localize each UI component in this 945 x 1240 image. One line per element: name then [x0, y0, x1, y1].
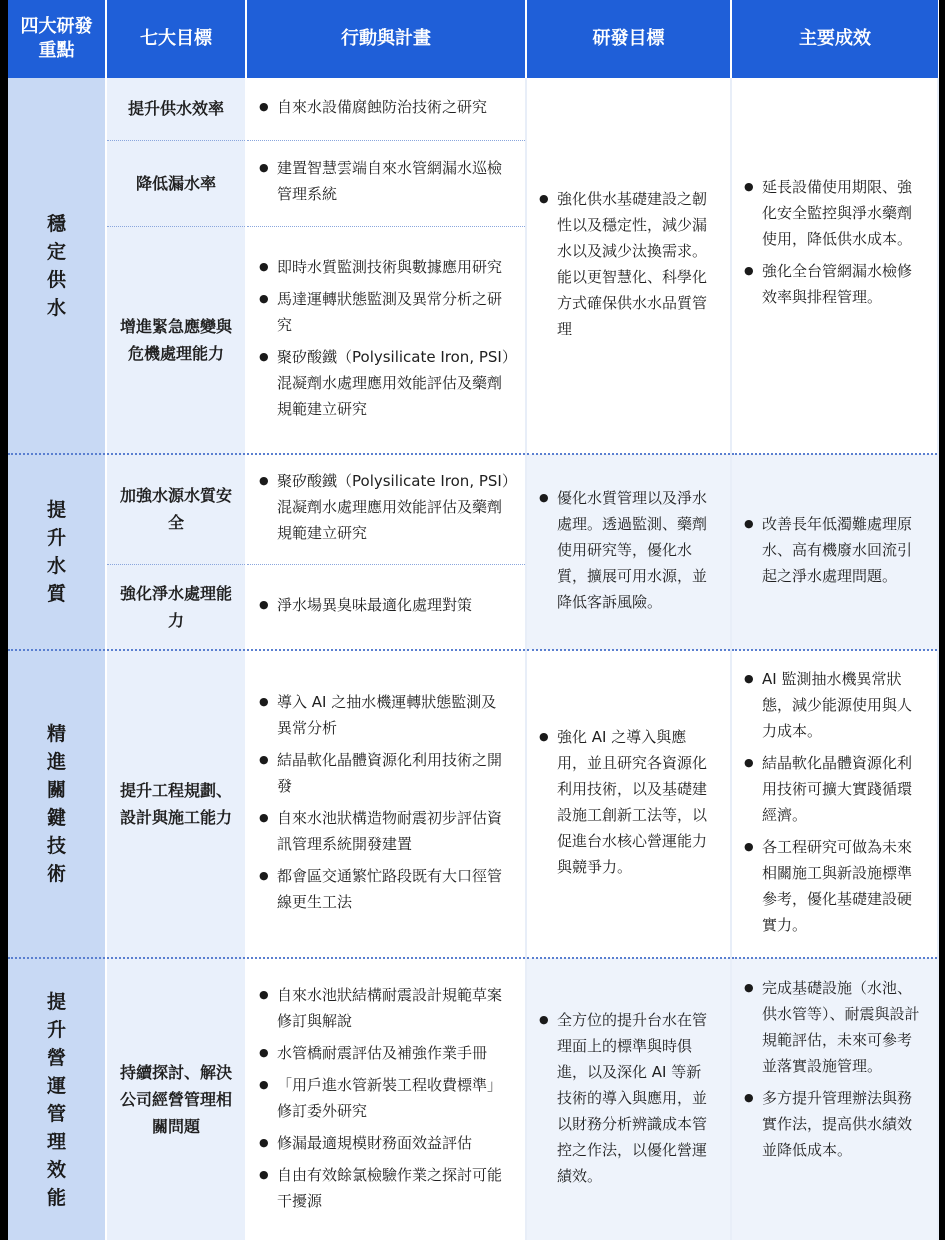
list-item: ● 自來水池狀結構耐震設計規範草案修訂與解說: [259, 982, 511, 1034]
list-item: ● 自由有效餘氯檢驗作業之探討可能干擾源: [259, 1162, 511, 1214]
rd-goal-cell: [526, 78, 731, 454]
table-row: [8, 454, 938, 564]
plan-cell: [246, 226, 526, 454]
table-row: [8, 78, 938, 140]
list-item: ● 導入 AI 之抽水機運轉狀態監測及異常分析: [259, 689, 511, 741]
plan-cell: [246, 958, 526, 1240]
pillar-cell: [8, 958, 106, 1240]
list-item: ● 都會區交通繁忙路段既有大口徑管線更生工法: [259, 863, 511, 915]
list-item: ● 結晶軟化晶體資源化利用技術可擴大實踐循環經濟。: [744, 750, 923, 828]
list-item: ● 建置智慧雲端自來水管網漏水巡檢管理系統: [259, 155, 511, 207]
rd-goal-cell: [526, 454, 731, 650]
list-item: ● 完成基礎設施（水池、供水管等）、耐震與設計規範評估，未來可參考並落實設施管理。: [744, 975, 923, 1079]
goal-cell: 持續探討、解決公司經營管理相關問題: [106, 958, 246, 1240]
plan-cell: [246, 564, 526, 650]
header-rd-goal: 研發目標: [526, 0, 731, 78]
plan-cell: [246, 454, 526, 564]
goal-cell: 增進緊急應變與危機處理能力: [106, 226, 246, 454]
pillar-name: 穩定供水: [46, 212, 66, 319]
list-item: ● 自來水池狀構造物耐震初步評估資訊管理系統開發建置: [259, 805, 511, 857]
pillar-cell: [8, 650, 106, 958]
goal-cell: 加強水源水質安全: [106, 454, 246, 564]
pillar-cell: [8, 78, 106, 454]
table-row: [8, 650, 938, 958]
header-plan: 行動與計畫: [246, 0, 526, 78]
result-cell: [731, 78, 938, 454]
plan-cell: [246, 650, 526, 958]
pillar-name: 提升水質: [46, 499, 66, 605]
list-item: ● 強化全台管網漏水檢修效率與排程管理。: [744, 258, 923, 310]
list-item: ● 延長設備使用期限、強化安全監控與淨水藥劑使用，降低供水成本。: [744, 174, 923, 252]
list-item: ● 即時水質監測技術與數據應用研究: [259, 254, 511, 280]
list-item: ● 淨水場異臭味最適化處理對策: [259, 592, 511, 618]
list-item: ● 強化供水基礎建設之韌性以及穩定性，減少漏水以及減少汰換需求。能以更智慧化、科學化方式確保供水水品質管理: [539, 186, 716, 342]
header-goal: 七大目標: [106, 0, 246, 78]
list-item: ● 修漏最適規模財務面效益評估: [259, 1130, 511, 1156]
list-item: ● 各工程研究可做為未來相關施工與新設施標準參考，優化基礎建設硬實力。: [744, 834, 923, 938]
rd-focus-table: [8, 0, 939, 1240]
header-result: 主要成效: [731, 0, 938, 78]
header-row: [8, 0, 938, 78]
list-item: ● 全方位的提升台水在管理面上的標準與時俱進，以及深化 AI 等新技術的導入與應用，並以財務分析辨識成本管控之作法，以優化營運績效。: [539, 1007, 716, 1189]
list-item: ● 自來水設備腐蝕防治技術之研究: [259, 94, 511, 120]
rd-goal-cell: [526, 650, 731, 958]
list-item: ● 「用戶進水管新裝工程收費標準」修訂委外研究: [259, 1072, 511, 1124]
plan-cell: [246, 140, 526, 226]
plan-cell: [246, 78, 526, 140]
list-item: ● 結晶軟化晶體資源化利用技術之開發: [259, 747, 511, 799]
list-item: ● 馬達運轉狀態監測及異常分析之研究: [259, 286, 511, 338]
list-item: ● 強化 AI 之導入與應用，並且研究各資源化利用技術，以及基礎建設施工創新工法等，以促進台水核心營運能力與競爭力。: [539, 724, 716, 880]
pillar-cell: [8, 454, 106, 650]
goal-cell: 強化淨水處理能力: [106, 564, 246, 650]
list-item: ● 聚矽酸鐵（Polysilicate Iron, PSI）混凝劑水處理應用效能評估及藥劑規範建立研究: [259, 468, 511, 546]
rd-goal-cell: [526, 958, 731, 1240]
goal-cell: 提升工程規劃、設計與施工能力: [106, 650, 246, 958]
list-item: ● 聚矽酸鐵（Polysilicate Iron, PSI）混凝劑水處理應用效能評估及藥劑規範建立研究: [259, 344, 511, 422]
list-item: ● 改善長年低濁難處理原水、高有機廢水回流引起之淨水處理問題。: [744, 511, 923, 589]
list-item: ● 多方提升管理辦法與務實作法，提高供水績效並降低成本。: [744, 1085, 923, 1163]
list-item: ● 水管橋耐震評估及補強作業手冊: [259, 1040, 511, 1066]
result-cell: [731, 958, 938, 1240]
result-cell: [731, 650, 938, 958]
goal-cell: 降低漏水率: [106, 140, 246, 226]
pillar-name: 精進關鍵技術: [46, 723, 66, 885]
table-row: [8, 958, 938, 1240]
list-item: ● 優化水質管理以及淨水處理。透過監測、藥劑使用研究等，優化水質，擴展可用水源，並降低客訴風險。: [539, 485, 716, 615]
list-item: ● AI 監測抽水機異常狀態，減少能源使用與人力成本。: [744, 666, 923, 744]
result-cell: [731, 454, 938, 650]
header-pillar: 四大研發重點: [8, 0, 106, 78]
goal-cell: 提升供水效率: [106, 78, 246, 140]
pillar-name: 提升營運管理效能: [46, 990, 66, 1209]
